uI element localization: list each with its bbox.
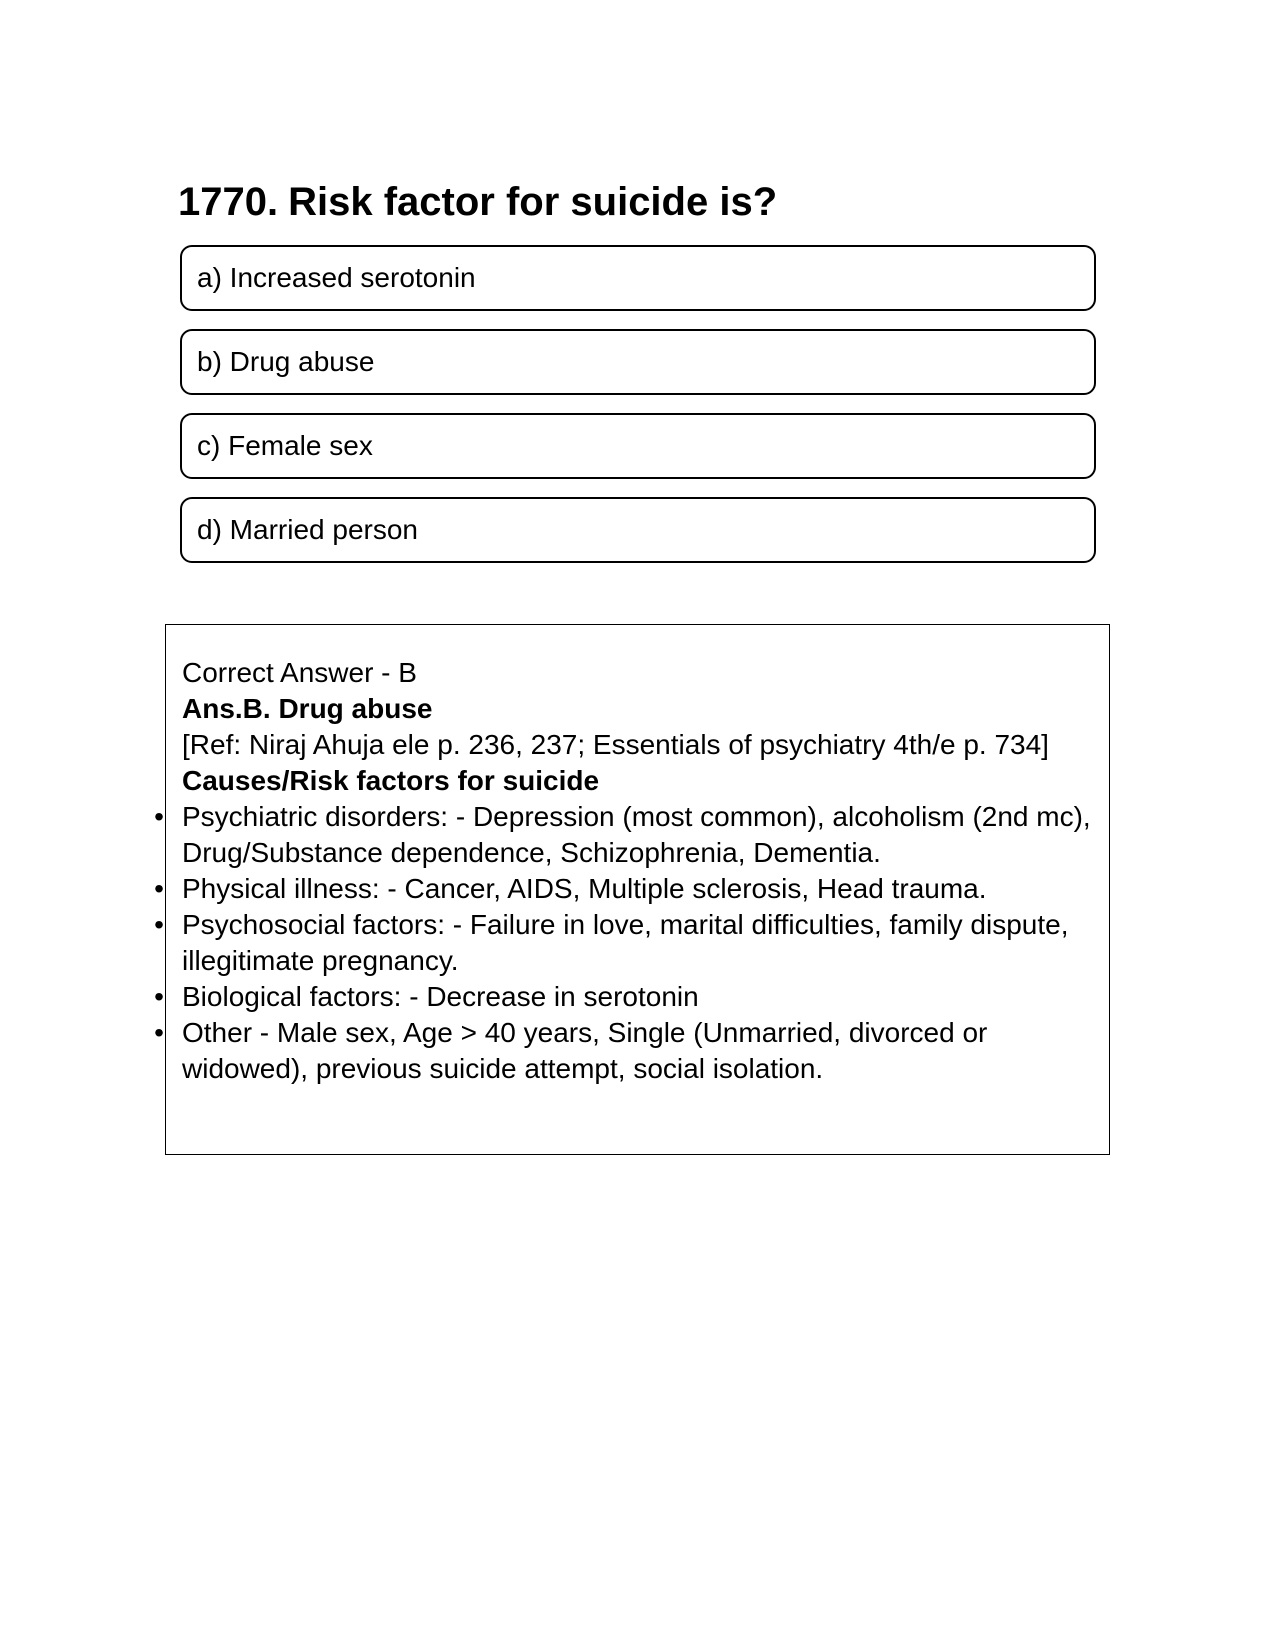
- list-item: [154, 799, 1095, 871]
- question-text: Risk factor for suicide is?: [288, 180, 778, 224]
- bullet-icon: •: [154, 909, 164, 940]
- list-item: [154, 871, 1095, 907]
- list-item-text: Biological factors: - Decrease in serotonin: [182, 981, 699, 1012]
- option-a[interactable]: a) Increased serotonin: [180, 245, 1096, 311]
- list-item: [154, 907, 1095, 979]
- correct-answer-line: Correct Answer - B: [182, 657, 417, 688]
- bullet-icon: •: [154, 981, 164, 1012]
- question-title: [178, 176, 777, 228]
- answer-explanation-box: [154, 624, 1110, 1155]
- risk-factors-list: [154, 799, 1095, 1087]
- option-d[interactable]: d) Married person: [180, 497, 1096, 563]
- list-item-text: Psychosocial factors: - Failure in love, marital difficulties, family dispute, illegitimate pregnancy.: [182, 909, 1069, 976]
- list-item-text: Physical illness: - Cancer, AIDS, Multiple sclerosis, Head trauma.: [182, 873, 987, 904]
- answer-reference: [Ref: Niraj Ahuja ele p. 236, 237; Essentials of psychiatry 4th/e p. 734]: [182, 729, 1049, 760]
- option-c[interactable]: c) Female sex: [180, 413, 1096, 479]
- bullet-icon: •: [154, 1017, 164, 1048]
- list-item: [154, 1015, 1095, 1087]
- question-number: 1770.: [178, 180, 279, 224]
- bullet-icon: •: [154, 801, 164, 832]
- bullet-icon: •: [154, 873, 164, 904]
- answer-heading: Ans.B. Drug abuse: [182, 693, 433, 724]
- list-item-text: Other - Male sex, Age > 40 years, Single (Unmarried, divorced or widowed), previous suicide attempt, social isolation.: [182, 1017, 988, 1084]
- option-b[interactable]: b) Drug abuse: [180, 329, 1096, 395]
- list-item: [154, 979, 1095, 1015]
- list-item-text: Psychiatric disorders: - Depression (most common), alcoholism (2nd mc), Drug/Substance dependence, Schizophrenia, Dementia.: [182, 801, 1091, 868]
- risk-factors-heading: Causes/Risk factors for suicide: [182, 765, 600, 796]
